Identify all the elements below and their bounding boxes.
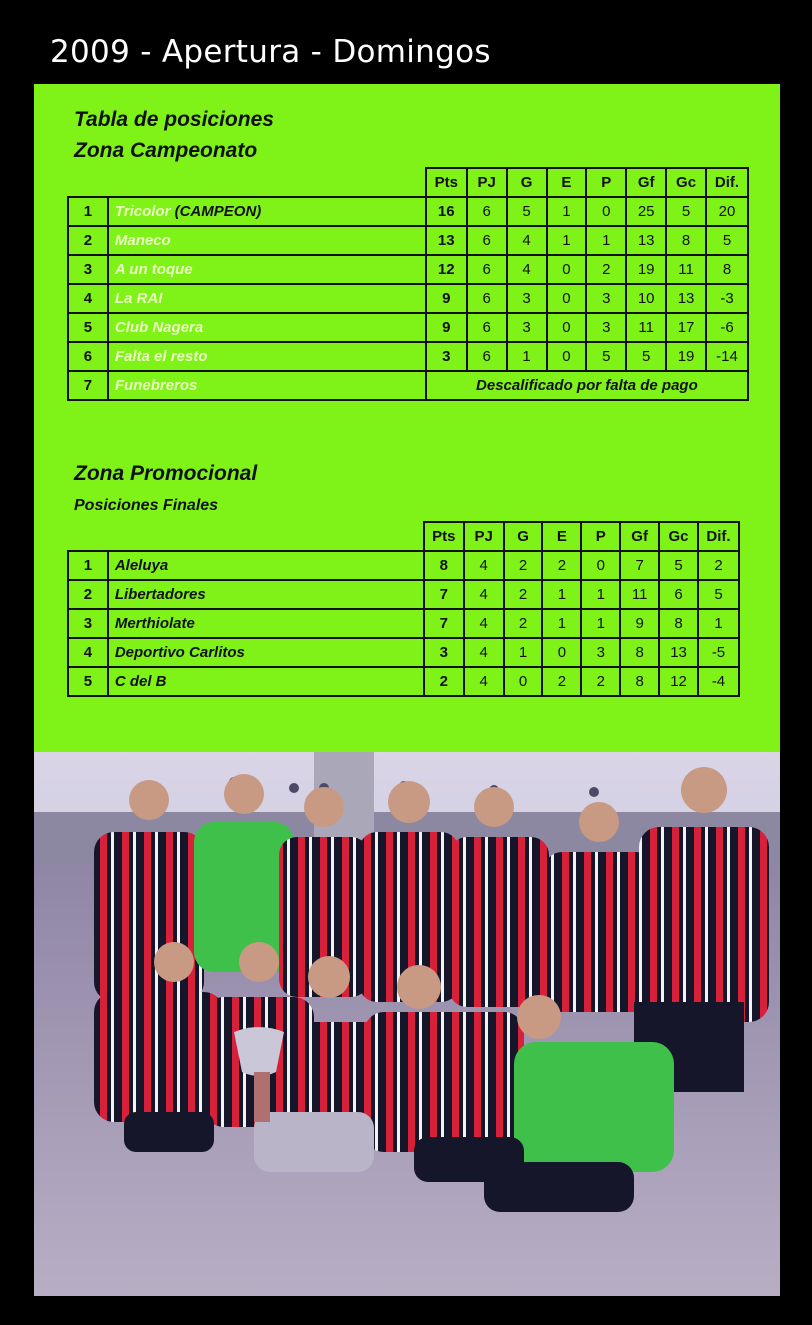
stat-cell: 4 (464, 551, 504, 580)
stat-cell: 1 (581, 580, 620, 609)
stat-cell: 1 (507, 342, 547, 371)
stat-cell: 11 (626, 313, 666, 342)
stat-cell: 1 (542, 609, 581, 638)
table-header-row (68, 168, 748, 197)
team-name: Merthiolate (108, 609, 424, 638)
team-photo (34, 752, 780, 1296)
stat-cell: 19 (666, 342, 706, 371)
stat-cell: 4 (464, 580, 504, 609)
stat-cell: -5 (698, 638, 739, 667)
stat-cell: 7 (424, 609, 464, 638)
stat-cell: 16 (426, 197, 467, 226)
stat-cell: 3 (507, 284, 547, 313)
stat-cell: -6 (706, 313, 748, 342)
position-cell: 5 (68, 667, 108, 696)
stat-cell: 9 (426, 313, 467, 342)
stat-cell: 6 (467, 255, 507, 284)
position-cell: 1 (68, 551, 108, 580)
stat-cell: 2 (581, 667, 620, 696)
position-cell: 6 (68, 342, 108, 371)
table-row (68, 284, 748, 313)
team-name: La RAI (108, 284, 426, 313)
column-header: Dif. (706, 168, 748, 197)
stat-cell: 2 (504, 609, 543, 638)
table-row (68, 226, 748, 255)
stat-cell: 19 (626, 255, 666, 284)
table-header-row (68, 522, 739, 551)
stat-cell: 6 (467, 342, 507, 371)
position-cell: 2 (68, 580, 108, 609)
stat-cell: 2 (542, 551, 581, 580)
stat-cell: 1 (698, 609, 739, 638)
team-name: Deportivo Carlitos (108, 638, 424, 667)
column-header: Pts (424, 522, 464, 551)
stat-cell: -4 (698, 667, 739, 696)
team-name: Falta el resto (108, 342, 426, 371)
champion-label: (CAMPEON) (170, 203, 262, 220)
stat-cell: 3 (426, 342, 467, 371)
stat-cell: 7 (424, 580, 464, 609)
campeonato-heading: Zona Campeonato (74, 139, 258, 162)
position-cell: 7 (68, 371, 108, 400)
column-header: PJ (464, 522, 504, 551)
stat-cell: 6 (467, 226, 507, 255)
stat-cell: 1 (586, 226, 626, 255)
stat-cell: 2 (504, 580, 543, 609)
table-row (68, 667, 739, 696)
stat-cell: 5 (706, 226, 748, 255)
table-row (68, 609, 739, 638)
stat-cell: 5 (659, 551, 698, 580)
stat-cell: 2 (586, 255, 626, 284)
promocional-heading: Zona Promocional (74, 462, 258, 485)
stat-cell: -3 (706, 284, 748, 313)
position-cell: 2 (68, 226, 108, 255)
stat-cell: 0 (581, 551, 620, 580)
stat-cell: 0 (547, 284, 587, 313)
position-cell: 3 (68, 255, 108, 284)
stat-cell: 6 (467, 197, 507, 226)
stat-cell: 5 (666, 197, 706, 226)
stat-cell: 1 (581, 609, 620, 638)
team-name: A un toque (108, 255, 426, 284)
stat-cell: 5 (507, 197, 547, 226)
stat-cell: 4 (464, 667, 504, 696)
column-header: PJ (467, 168, 507, 197)
stat-cell: 7 (620, 551, 659, 580)
team-name: Club Nagera (108, 313, 426, 342)
stat-cell: 3 (586, 313, 626, 342)
campeonato-table (67, 167, 749, 401)
stat-cell: 0 (586, 197, 626, 226)
stat-cell: 13 (659, 638, 698, 667)
stat-cell: 5 (698, 580, 739, 609)
stat-cell: 13 (426, 226, 467, 255)
stat-cell: 4 (507, 255, 547, 284)
table-row (68, 313, 748, 342)
stat-cell: 3 (424, 638, 464, 667)
header-blank (68, 522, 424, 551)
column-header: P (586, 168, 626, 197)
stat-cell: 5 (626, 342, 666, 371)
stat-cell: 20 (706, 197, 748, 226)
team-name: Maneco (108, 226, 426, 255)
team-name: Aleluya (108, 551, 424, 580)
team-photo-icon (34, 752, 780, 1296)
stat-cell: 8 (659, 609, 698, 638)
stat-cell: 13 (626, 226, 666, 255)
stat-cell: 8 (424, 551, 464, 580)
stat-cell: 11 (666, 255, 706, 284)
stat-cell: 0 (547, 255, 587, 284)
final-positions-heading: Posiciones Finales (74, 497, 219, 514)
stat-cell: 25 (626, 197, 666, 226)
position-cell: 4 (68, 638, 108, 667)
stat-cell: 4 (464, 609, 504, 638)
column-header: Gf (620, 522, 659, 551)
table-row (68, 551, 739, 580)
stat-cell: -14 (706, 342, 748, 371)
column-header: Pts (426, 168, 467, 197)
team-name: Libertadores (108, 580, 424, 609)
stat-cell: 13 (666, 284, 706, 313)
stat-cell: 6 (467, 313, 507, 342)
stat-cell: 1 (547, 226, 587, 255)
promocional-table (67, 521, 740, 697)
stat-cell: 9 (426, 284, 467, 313)
stat-cell: 17 (666, 313, 706, 342)
stat-cell: 6 (467, 284, 507, 313)
stat-cell: 0 (547, 313, 587, 342)
stat-cell: 3 (507, 313, 547, 342)
stat-cell: 2 (424, 667, 464, 696)
header-blank (68, 168, 426, 197)
standings-heading: Tabla de posiciones (74, 108, 274, 131)
stat-cell: 10 (626, 284, 666, 313)
position-cell: 4 (68, 284, 108, 313)
column-header: E (542, 522, 581, 551)
stat-cell: 3 (581, 638, 620, 667)
team-name: Tricolor (CAMPEON) (108, 197, 426, 226)
column-header: Gf (626, 168, 666, 197)
stat-cell: 0 (504, 667, 543, 696)
stat-cell: 1 (542, 580, 581, 609)
position-cell: 1 (68, 197, 108, 226)
column-header: G (504, 522, 543, 551)
stat-cell: 3 (586, 284, 626, 313)
stat-cell: 1 (547, 197, 587, 226)
column-header: Gc (659, 522, 698, 551)
stat-cell: 0 (542, 638, 581, 667)
stat-cell: 2 (698, 551, 739, 580)
column-header: Dif. (698, 522, 739, 551)
stat-cell: 12 (426, 255, 467, 284)
stat-cell: 2 (542, 667, 581, 696)
stat-cell: 4 (507, 226, 547, 255)
stat-cell: 9 (620, 609, 659, 638)
page-title: 2009 - Apertura - Domingos (50, 34, 491, 70)
stat-cell: 11 (620, 580, 659, 609)
stat-cell: 5 (586, 342, 626, 371)
table-row (68, 638, 739, 667)
stat-cell: 12 (659, 667, 698, 696)
team-name: Funebreros (108, 371, 426, 400)
position-cell: 5 (68, 313, 108, 342)
stat-cell: 8 (620, 667, 659, 696)
stat-cell: 1 (504, 638, 543, 667)
column-header: E (547, 168, 587, 197)
stat-cell: 8 (620, 638, 659, 667)
team-name: C del B (108, 667, 424, 696)
stat-cell: 6 (659, 580, 698, 609)
stat-cell: 8 (666, 226, 706, 255)
column-header: Gc (666, 168, 706, 197)
stat-cell: 4 (464, 638, 504, 667)
table-row (68, 580, 739, 609)
stat-cell: 0 (547, 342, 587, 371)
stat-cell: 8 (706, 255, 748, 284)
position-cell: 3 (68, 609, 108, 638)
table-row (68, 371, 748, 400)
table-row (68, 197, 748, 226)
column-header: G (507, 168, 547, 197)
column-header: P (581, 522, 620, 551)
stat-cell: 2 (504, 551, 543, 580)
table-row (68, 342, 748, 371)
table-row (68, 255, 748, 284)
disqualified-note: Descalificado por falta de pago (426, 371, 748, 400)
